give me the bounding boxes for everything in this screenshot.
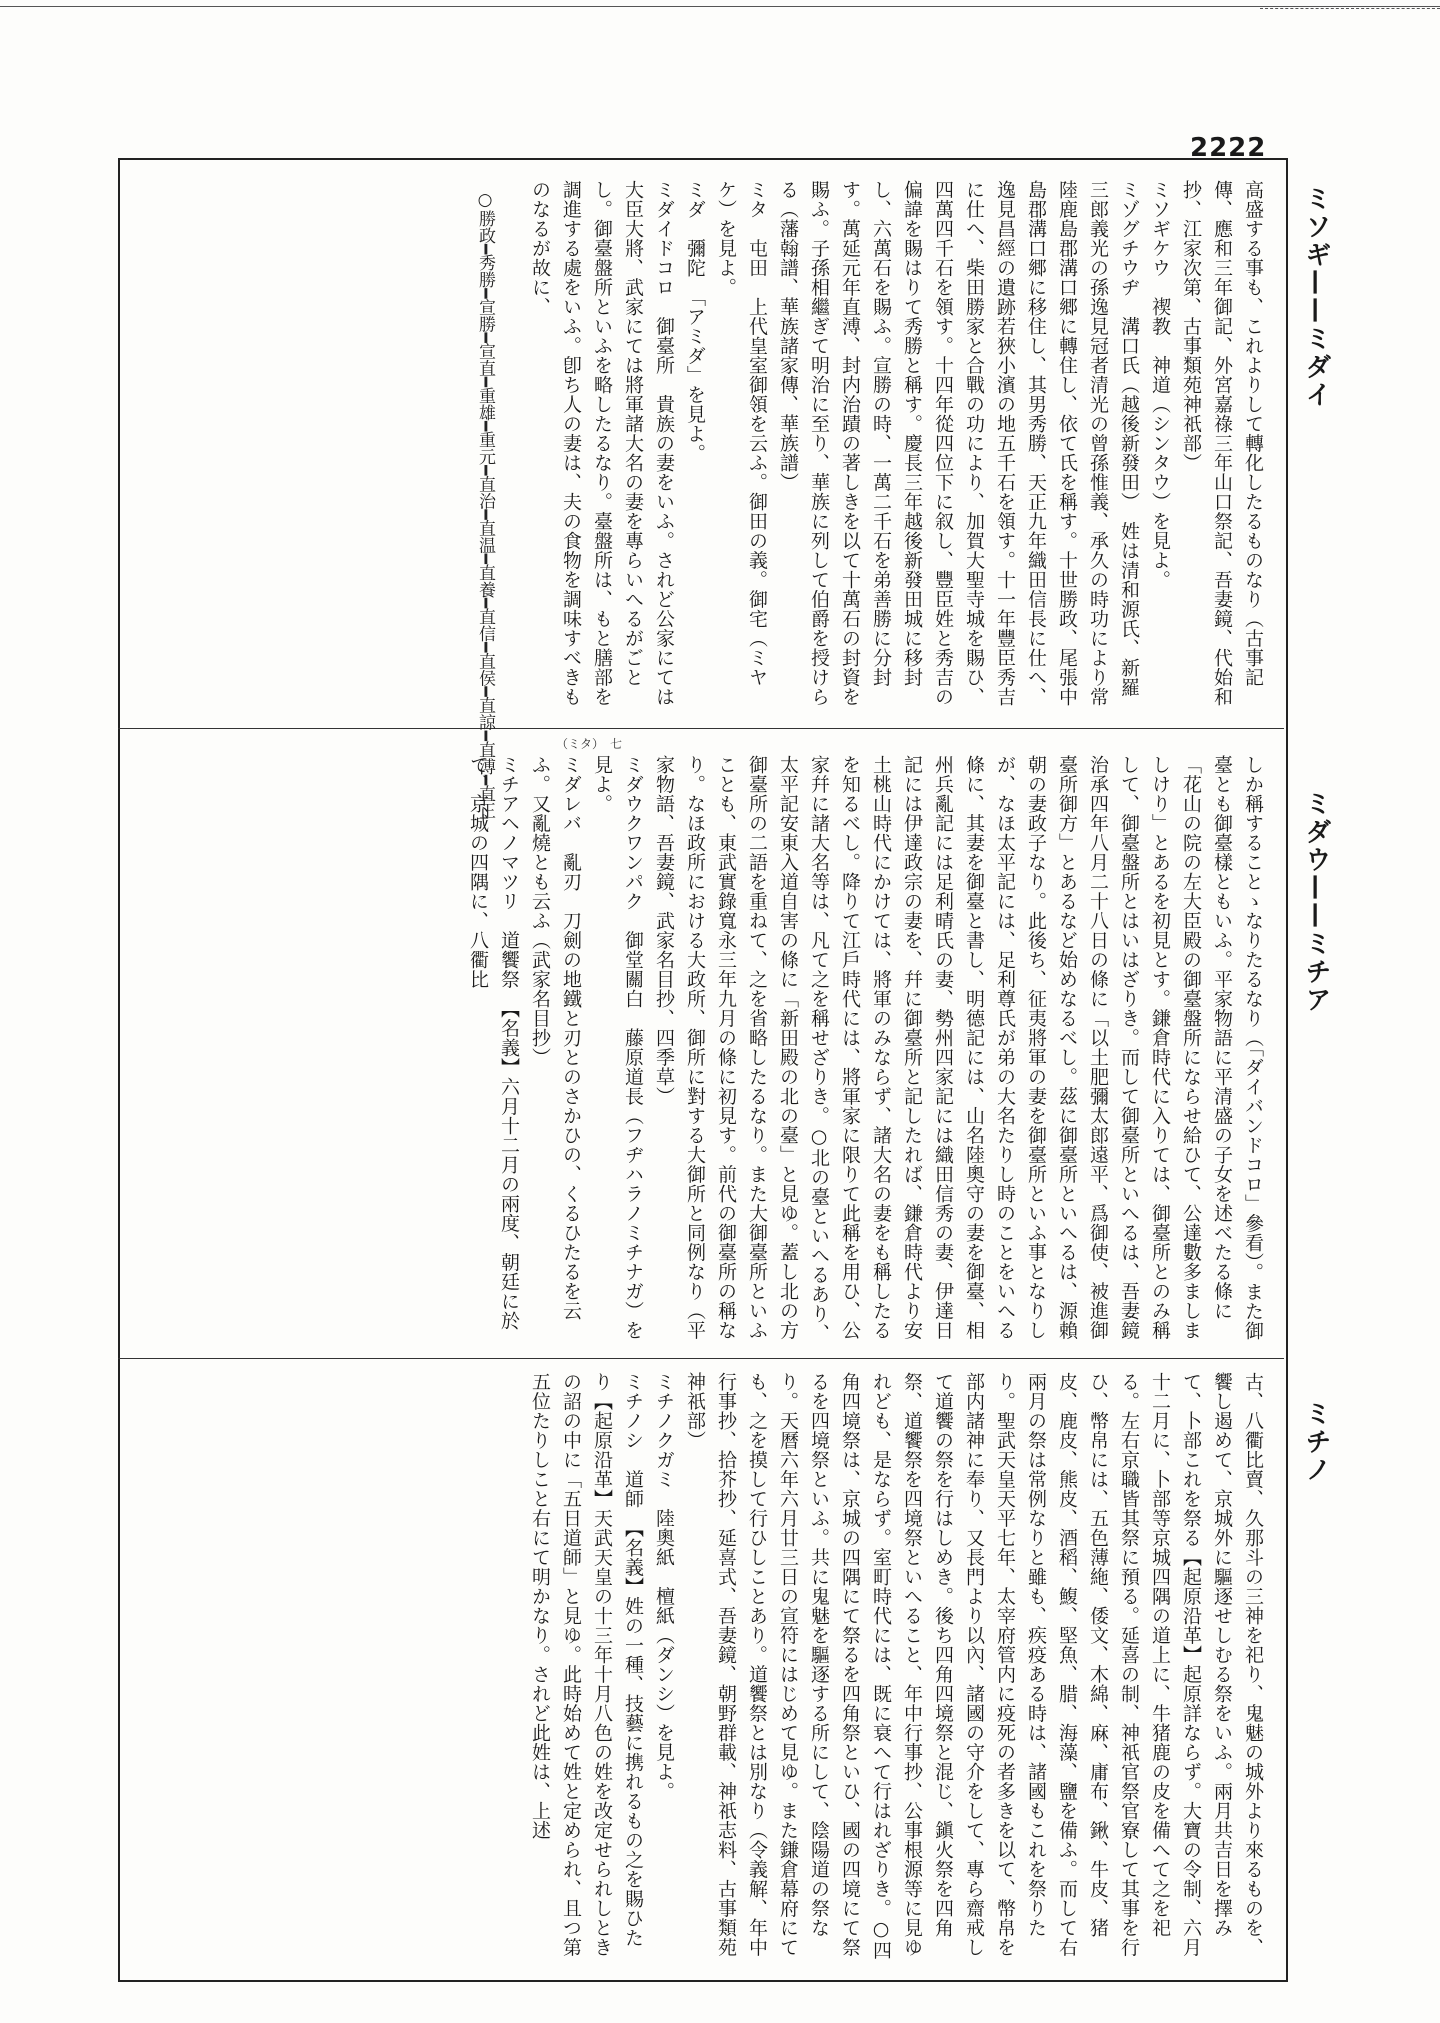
genealogy-chart: ○勝政━秀勝━宣勝━宣直━重雄━重元━直治━直温━直養━直信━直侯━直諒━直溥━直正 <box>475 190 495 820</box>
top-rule <box>0 6 1440 7</box>
upper-tier-text: 高盛する事も、これよりして轉化したるものなり（古事記傳、應和三年御記、外宮嘉祿三年山口祭記、吾妻鏡、代始和抄、江家次第、古事類苑神祇部） ミソギケウ 禊教 神道（シンタウ）を見よ。 ミゾグチウヂ 溝口氏（越後新發田） 姓は清和源氏、新羅三郎義光の孫逸見冠者清光の曾孫惟義、承久の時功により常陸鹿島郡溝口郷に轉住し、依て氏を稱す。十世勝政、尾張中島郡溝口郷に移住し、其男秀勝、天正九年織田信長に仕へ、逸見昌經の遺跡若狹小濱の地五千石を領す。十一年豐臣秀吉に仕へ、柴田勝家と合戰の功により、加賀大聖寺城を賜ひ、四萬四千石を領す。十四年從四位下に叙し、豐臣姓と秀吉の偏諱を賜はりて秀勝と稱す。慶長三年越後新發田城に移封し、六萬石を賜ふ。宣勝の時、一萬二千石を弟善勝に分封す。萬延元年直溥、封内治蹟の著しきを以て十萬石の封資を賜ふ。子孫相繼ぎて明治に至り、華族に列して伯爵を授けらる（藩翰譜、華族諸家傳、華族譜） ミタ 屯田 上代皇室御領を云ふ。御田の義。御宅（ミヤケ）を見よ。 ミダ 彌陀 「アミダ」を見よ。 ミダイドコロ 御臺所 貴族の妻をいふ。されど公家にては大臣大將、武家にては將軍諸大名の妻を專らいへるがごとし。御臺盤所といふを略したるなり。臺盤所は、もと膳部を調進する處をいふ。卽ち人の妻は、夫の食物を調味すべきものなるが故に、 <box>529 180 1264 707</box>
running-head-bottom: ミチノ <box>1301 1400 1331 1484</box>
running-head-middle: ミダウ——ミチア <box>1301 790 1331 1014</box>
tier-divider-1 <box>118 728 1284 729</box>
middle-tier-text: しか稱することゝなりたるなり（「ダイバンドコロ」參看）。また御臺とも御臺樣ともいふ。平家物語に平清盛の子女を述べたる條に「花山の院の左大臣殿の御臺盤所にならせ給ひて、公達數多ましましけり」とあるを初見とす。鎌倉時代に入りては、御臺所とのみ稱して、御臺盤所とはいはざりき。而して御臺所といへるは、吾妻鏡治承四年八月二十八日の條に「以土肥彌太郎遠平、爲御使、被進御臺所御方」とあるなど始めなるべし。茲に御臺所といへるは、源賴朝の妻政子なり。此後ち、征夷將軍の妻を御臺所といふ事となりしが、なほ太平記には、足利尊氏が弟の大名たりし時のことをいへる條に、其妻を御臺と書し、明德記には、山名陸奧守の妻を御臺、相州兵亂記には足利晴氏の妻、勢州四家記には織田信秀の妻、伊達日記には伊達政宗の妻を、幷に御臺所と記したれば、鎌倉時代より安土桃山時代にかけては、將軍のみならず、諸大名の妻をも稱したるを知るべし。降りて江戶時代には、將軍家に限りて此稱を用ひ、公家幷に諸大名等は、凡て之を稱せざりき。○北の臺といへるあり、太平記安東入道自害の條に「新田殿の北の臺」と見ゆ。蓋し北の方御臺所の二語を重ねて、之を省略したるなり。また大御臺所といふことも、東武實錄寬永三年九月の條に初見す。前代の御臺所の稱なり。なほ政所における大政所、御所に對する大御所と同例なり（平家物語、吾妻鏡、武家名目抄、四季草） ミダウクワンパク 御堂關白 藤原道長（フヂハラノミチナガ）を見よ。 ミダレバ 亂刃 刀劍の地鐵と刃とのさかひの、くるひたるを云ふ。又亂燒とも云ふ（武家名目抄） ミチアヘノマツリ 道饗祭 【名義】六月十二月の兩度、朝廷に於て、京城の四隅に、八衢比 <box>467 755 1264 1343</box>
lower-tier-text: 古、八衢比賣、久那斗の三神を祀り、鬼魅の城外より來るものを、饗し遏めて、京城外に驅逐せしむる祭をいふ。兩月共吉日を擇みて、卜部これを祭る【起原沿革】起原詳ならず。大寶の令制、六月十二月に、卜部等京城四隅の道上に、牛猪鹿の皮を備へて之を祀る。左右京職皆其祭に預る。延喜の制、神祇官祭官寮して其事を行ひ、幣帛には、五色薄絁、倭文、木綿、麻、庸布、鍬、牛皮、猪皮、鹿皮、熊皮、酒稻、鰒、堅魚、腊、海藻、鹽を備ふ。而して右兩月の祭は常例なりと雖も、疾疫ある時は、諸國もこれを祭りたり。聖武天皇天平七年、太宰府管内に疫死の者多きを以て、幣帛を部内諸神に奉り、又長門より以內、諸國の守介をして、專ら齋戒して道饗の祭を行はしめき。後ち四角四境祭と混じ、鎭火祭を四角祭、道饗祭を四境祭といへること、年中行事抄、公事根源等に見ゆれども、是ならず。室町時代には、既に衰へて行はれざりき。○四角四境祭は、京城の四隅にて祭るを四角祭といひ、國の四境にて祭るを四境祭といふ。共に鬼魅を驅逐する所にして、陰陽道の祭なり。天曆六年六月廿三日の宣符にはじめて見ゆ。また鎌倉幕府にても、之を摸して行ひしことあり。道饗祭とは別なり（令義解、年中行事抄、拾芥抄、延喜式、吾妻鏡、朝野群載、神祇志料、古事類苑神祇部） ミチノクガミ 陸奧紙 檀紙（ダンシ）を見よ。 ミチノシ 道師 【名義】姓の一種、技藝に携れるもの之を賜ひたり【起原沿革】天武天皇の十三年十月八色の姓を改定せられしときの詔の中に「五日道師」と見ゆ。此時始めて姓と定められ、且つ第五位たりしこと右にて明かなり。されど此姓は、上述 <box>529 1372 1264 1960</box>
tier-caption: （ミタ） 七 <box>556 737 623 751</box>
tier-divider-2 <box>118 1358 1284 1359</box>
page-number: 2222 <box>1190 133 1267 163</box>
top-rule-dashed <box>1260 8 1440 9</box>
running-head-top: ミソギ——ミダイ <box>1301 185 1331 409</box>
